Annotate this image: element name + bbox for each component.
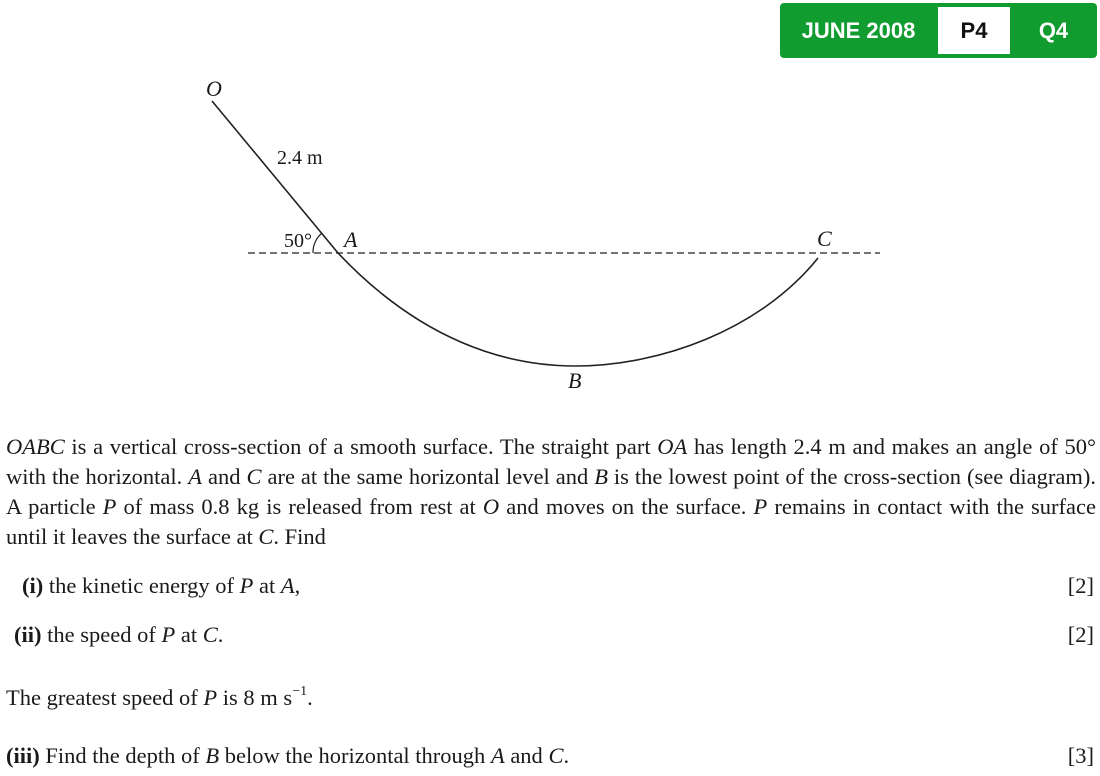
question-intro: OABC is a vertical cross-section of a smooth surface. The straight part OA has length 2.4 m and makes an angle of 50° with the horizontal. A and C are at the same horizontal level and B is the lowest point of the cross-section (see diagram). A particle P of mass 0.8 kg is released from rest at O and moves on the surface. P remains in contact with the surface until it leaves the surface at C. Find [6,434,1096,549]
label-o: O [206,76,222,101]
part-i: (i) the kinetic energy of P at A, [2] [0,571,1100,601]
part-iii: (iii) Find the depth of B below the horizontal through A and C. [3] [0,741,1100,771]
part-iii-number: (iii) [6,743,40,768]
part-ii-number: (ii) [14,622,42,647]
length-label: 2.4 m [277,147,323,169]
part-iii-marks: [3] [1067,743,1094,768]
angle-label: 50° [284,230,312,252]
part-ii-marks: [2] [1067,622,1094,647]
question-number: Q4 [1038,18,1069,43]
greatest-speed-statement: The greatest speed of P is 8 m $s^{-1}$. [6,684,313,710]
label-b: B [568,368,582,393]
part-i-number: (i) [22,573,44,598]
label-c: C [817,226,832,251]
paper-label: P4 [938,7,1010,54]
incline-oa [212,101,338,253]
part-ii: (ii) the speed of P at C. [2] [0,620,1100,650]
part-i-marks: [2] [1067,573,1094,598]
curve-abc [338,253,818,366]
exam-date: JUNE 2008 [801,18,916,43]
angle-arc [313,233,322,253]
label-a: A [344,227,358,252]
